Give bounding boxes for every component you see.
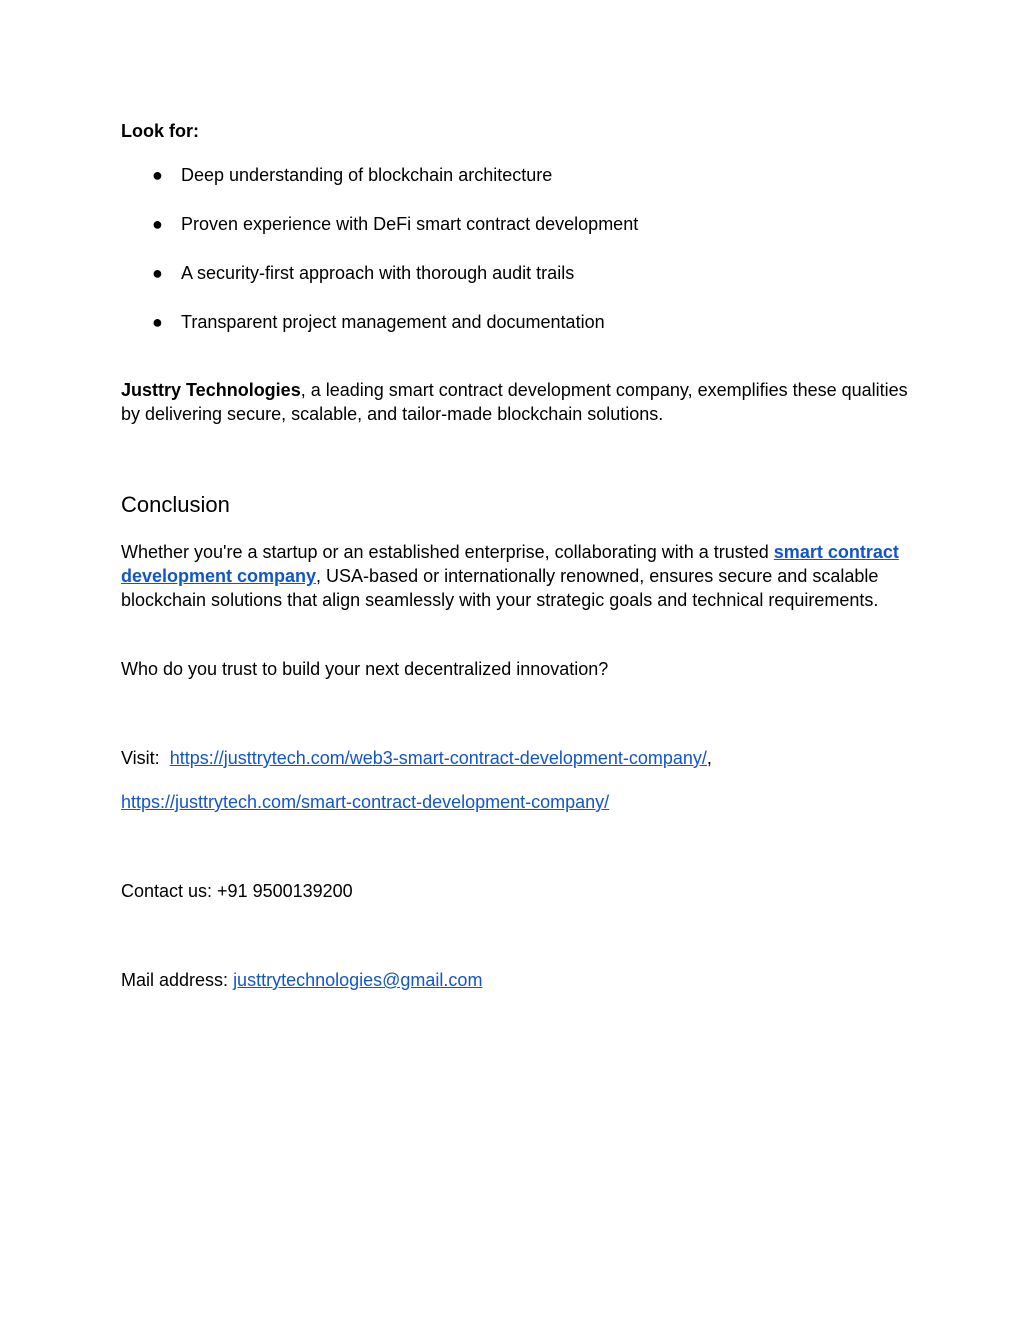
justtry-paragraph-text: , a leading smart contract development company, exemplifies these qualities by delivering secure, scalable, and tailor-made blockchain solutions. — [121, 380, 908, 424]
smart-contract-link[interactable]: smart contract development company — [121, 542, 899, 586]
mail-line — [121, 968, 911, 992]
bullet-icon: ● — [152, 312, 163, 332]
visit-separator: , — [706, 748, 712, 768]
bullet-icon: ● — [152, 263, 163, 283]
email-link[interactable]: justtrytechnologies@gmail.com — [233, 970, 483, 990]
list-item — [121, 261, 638, 285]
url2-line — [121, 790, 911, 814]
conclusion-heading: Conclusion — [121, 492, 230, 517]
list-item — [121, 310, 638, 334]
justtry-paragraph — [121, 378, 911, 426]
company-name: Justtry Technologies — [121, 380, 301, 400]
conclusion-text-before: Whether you're a startup or an established enterprise, collaborating with a trusted — [121, 542, 774, 562]
conclusion-text-after: , USA-based or internationally renowned, ensures secure and scalable blockchain solutions that align seamlessly with your strategic goals and technical requirements. — [121, 566, 879, 610]
conclusion-paragraph — [121, 540, 911, 612]
list-item-text: A security-first approach with thorough audit trails — [181, 263, 575, 283]
list-item-text: Deep understanding of blockchain architecture — [181, 165, 553, 185]
web3-url-link[interactable]: https://justtrytech.com/web3-smart-contract-development-company/ — [169, 748, 707, 768]
list-item — [121, 163, 638, 187]
bullet-icon: ● — [152, 214, 163, 234]
list-item-text: Proven experience with DeFi smart contract development — [181, 214, 639, 234]
bullet-icon: ● — [152, 165, 163, 185]
visit-label: Visit: — [121, 748, 160, 768]
visit-line — [121, 746, 911, 770]
list-item — [121, 212, 638, 236]
look-for-heading: Look for: — [121, 121, 199, 141]
smart-contract-url-link[interactable]: https://justtrytech.com/smart-contract-development-company/ — [121, 792, 610, 812]
list-item-text: Transparent project management and documentation — [181, 312, 605, 332]
contact-line: Contact us: +91 9500139200 — [121, 881, 353, 901]
conclusion-question: Who do you trust to build your next decentralized innovation? — [121, 659, 609, 679]
look-for-list — [121, 163, 638, 359]
mail-label: Mail address: — [121, 970, 229, 990]
